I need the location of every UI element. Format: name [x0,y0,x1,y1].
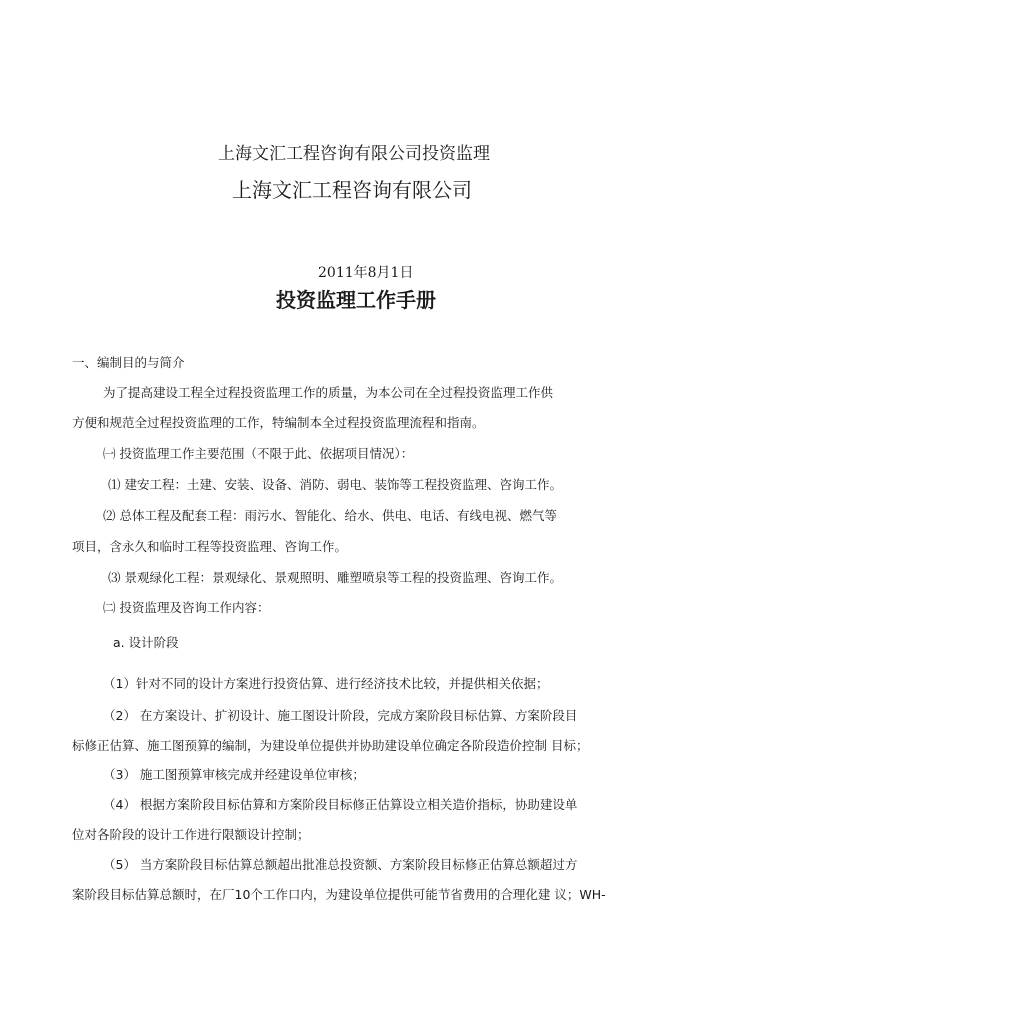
list-item: ⑶ 景观绿化工程：景观绿化、景观照明、雕塑喷泉等工程的投资监理、咨询工作。 [108,570,562,585]
company-name: 上海文汇工程咨询有限公司 [232,178,472,202]
subsection-heading: ㈠ 投资监理工作主要范围（不限于此、依据项目情况）： [103,446,414,461]
list-item-continuation: 项目，含永久和临时工程等投资监理、咨询工作。 [72,539,348,554]
list-item-continuation: 案阶段目标估算总额时，在厂10个工作口内，为建设单位提供可能节省费用的合理化建 议；WH- [72,887,606,902]
list-item: ⑵ 总体工程及配套工程：雨污水、智能化、给水、供电、电话、有线电视、燃气等 [103,508,557,523]
document-date: 2011年8月1日 [318,265,414,281]
list-item: （5） 当方案阶段目标估算总额超出批准总投资额、方案阶段目标修正估算总额超过方 [103,857,578,872]
header-line: 上海文汇工程咨询有限公司投资监理 [218,144,490,164]
list-item: （2） 在方案设计、扩初设计、施工图设计阶段，完成方案阶段目标估算、方案阶段目 [103,708,578,723]
stage-heading: a. 设计阶段 [113,635,179,650]
paragraph-line: 方便和规范全过程投资监理的工作，特编制本全过程投资监理流程和指南。 [72,415,485,430]
document-title: 投资监理工作手册 [276,288,436,312]
section-heading: 一、编制目的与简介 [72,355,185,370]
paragraph-line: 为了提高建设工程全过程投资监理工作的质量，为本公司在全过程投资监理工作供 [103,385,554,400]
list-item-continuation: 标修正估算、施工图预算的编制，为建设单位提供并协助建设单位确定各阶段造价控制 目标； [72,738,589,753]
subsection-heading: ㈡ 投资监理及咨询工作内容： [103,600,270,615]
list-item: （1）针对不同的设计方案进行投资估算、进行经济技术比较，并提供相关依据； [103,676,549,691]
list-item-continuation: 位对各阶段的设计工作进行限额设计控制； [72,827,310,842]
list-item: （3） 施工图预算审核完成并经建设单位审核； [103,767,365,782]
list-item: （4） 根据方案阶段目标估算和方案阶段目标修正估算设立相关造价指标，协助建设单 [103,797,578,812]
list-item: ⑴ 建安工程：土建、安装、设备、消防、弱电、装饰等工程投资监理、咨询工作。 [108,477,562,492]
